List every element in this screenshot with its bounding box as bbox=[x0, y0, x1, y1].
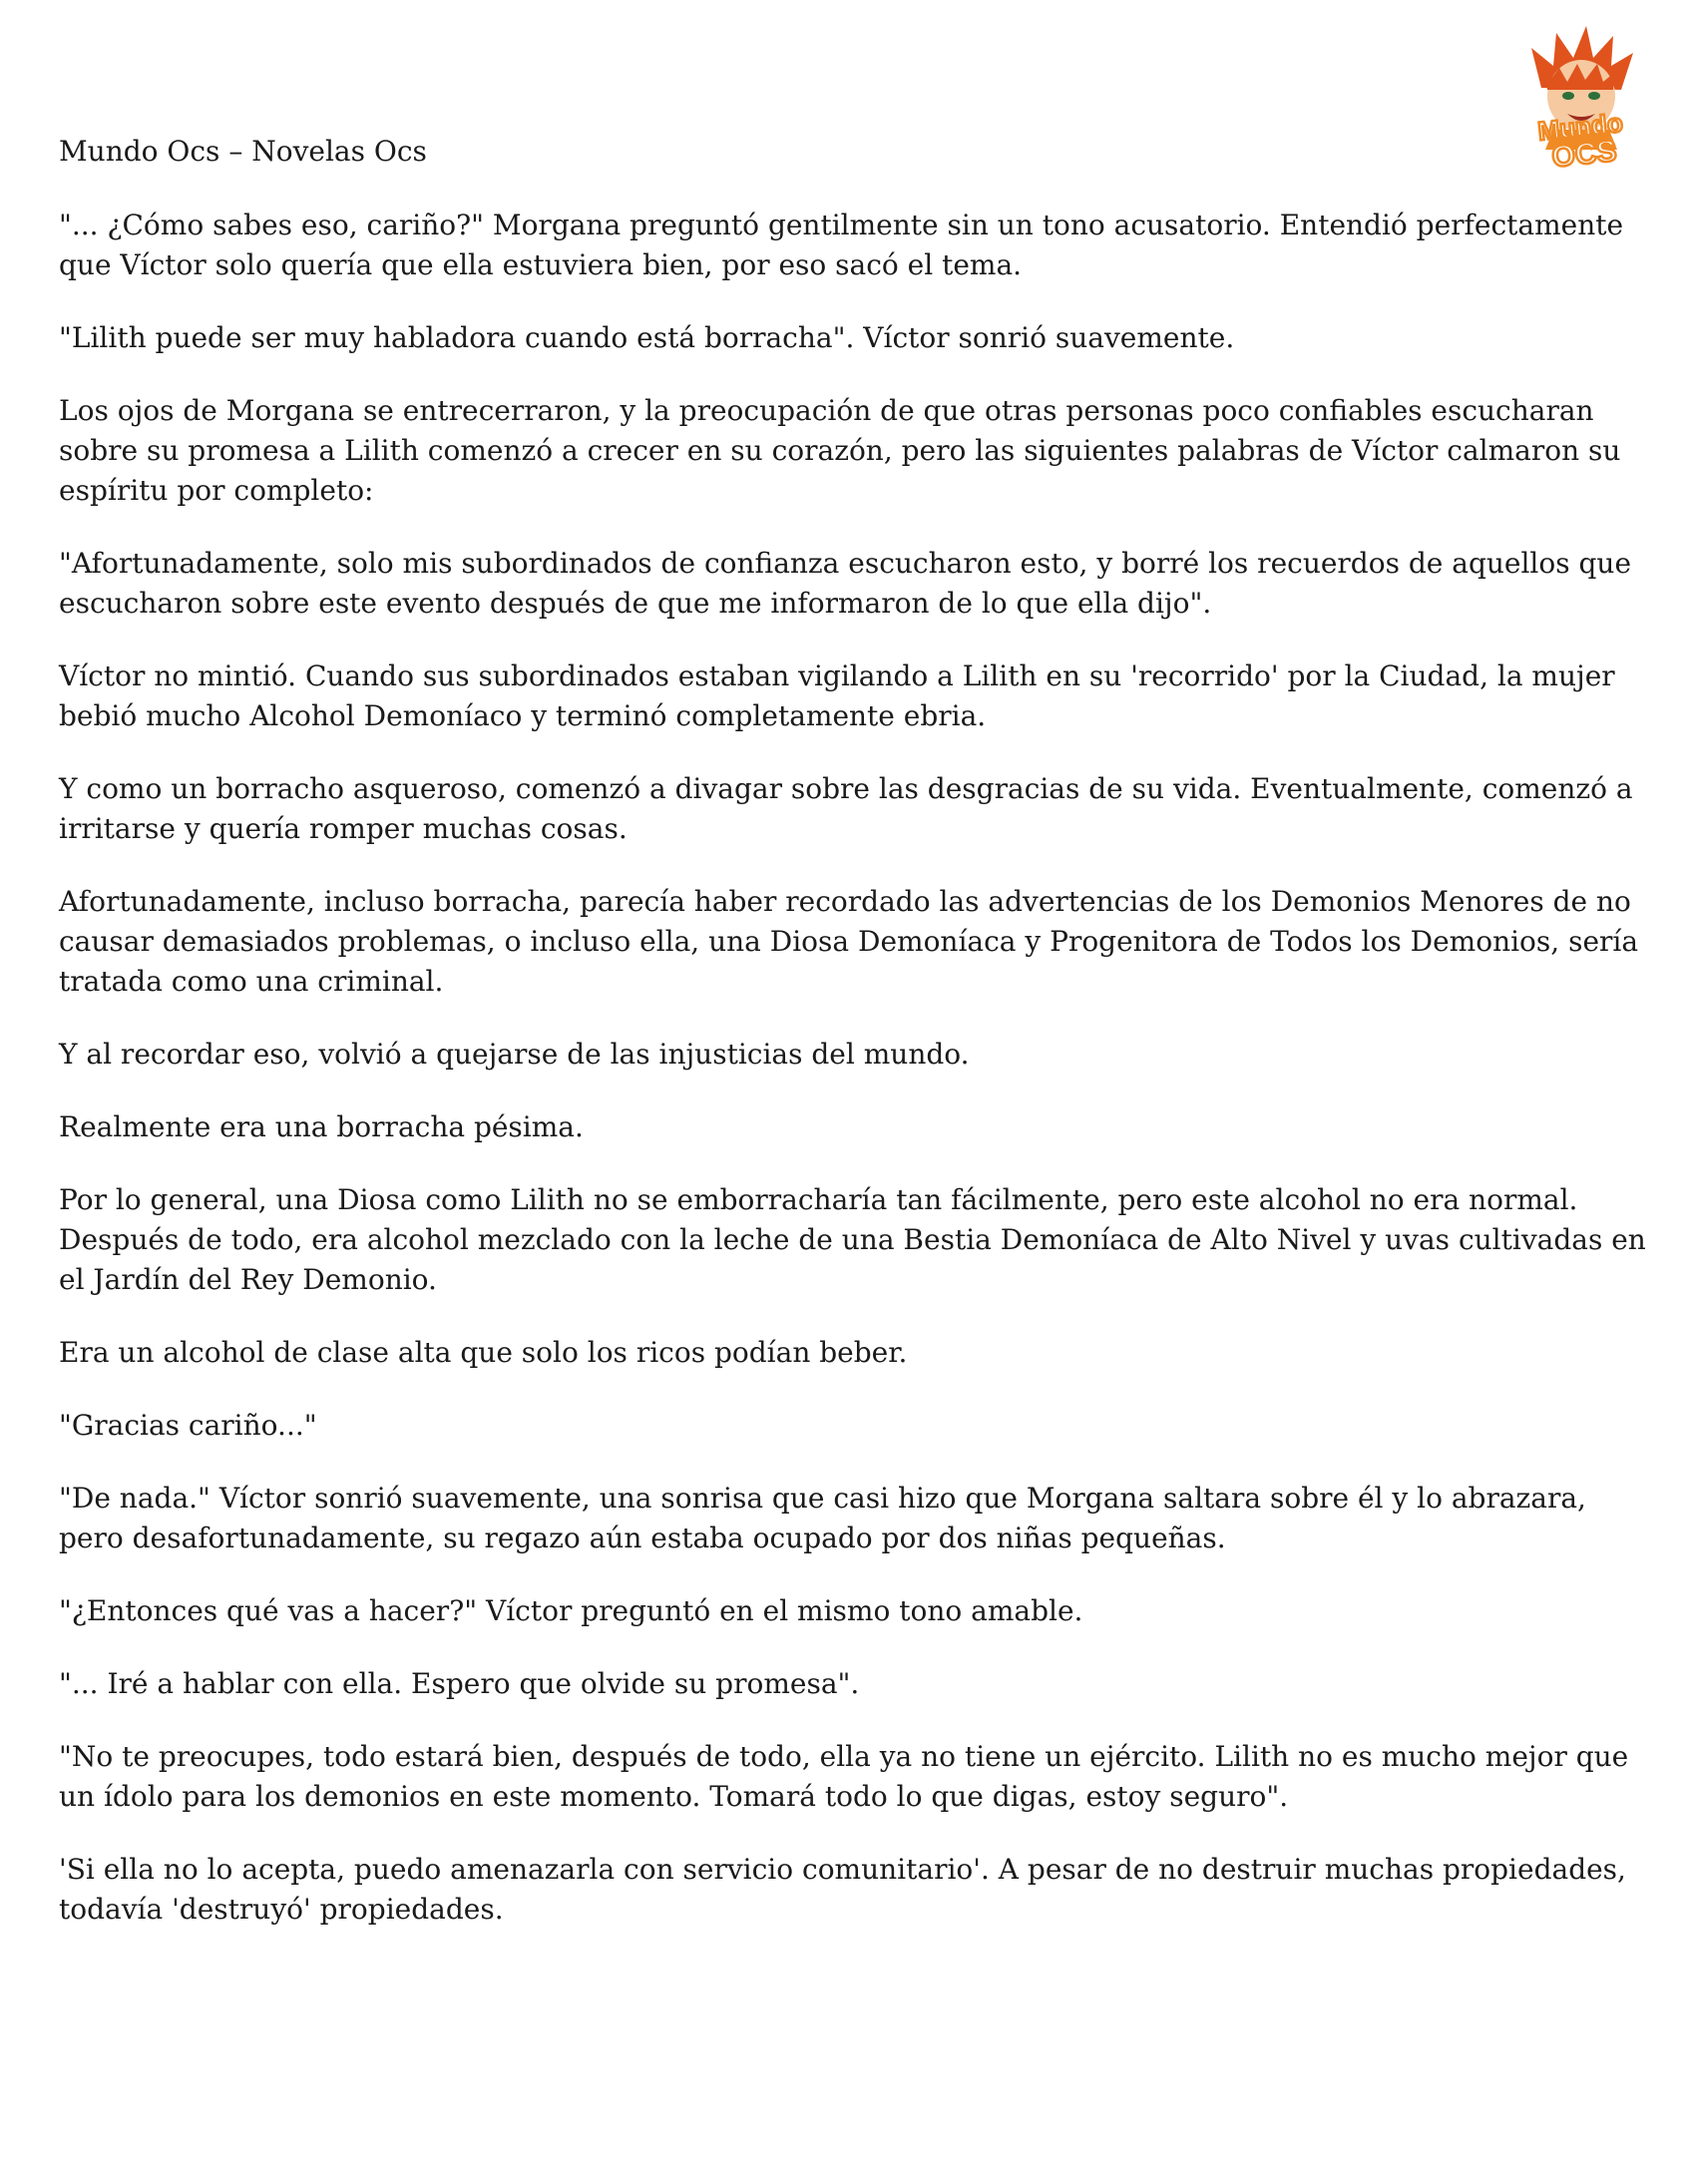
paragraph: Realmente era una borracha pésima. bbox=[59, 1110, 584, 1143]
paragraph: "... Iré a hablar con ella. Espero que olvide su promesa". bbox=[59, 1667, 860, 1700]
document-body bbox=[59, 206, 1655, 1963]
paragraph: Y al recordar eso, volvió a quejarse de las injusticias del mundo. bbox=[59, 1038, 970, 1071]
paragraph: "... ¿Cómo sabes eso, cariño?" Morgana preguntó gentilmente sin un tono acusatorio. Entendió perfectamente que Víctor solo quería que ella estuviera bien, por eso sacó el tema. bbox=[59, 209, 1624, 281]
paragraph: "De nada." Víctor sonrió suavemente, una sonrisa que casi hizo que Morgana saltara sobre él y lo abrazara, pero desafortunadamente, su regazo aún estaba ocupado por dos niñas pequeñas. bbox=[59, 1482, 1586, 1554]
paragraph: Era un alcohol de clase alta que solo los ricos podían beber. bbox=[59, 1336, 908, 1369]
logo-text-top: Mundo bbox=[1536, 107, 1624, 147]
paragraph: Y como un borracho asqueroso, comenzó a divagar sobre las desgracias de su vida. Eventualmente, comenzó a irritarse y quería romper muchas cosas. bbox=[59, 772, 1633, 845]
paragraph: Afortunadamente, incluso borracha, parecía haber recordado las advertencias de los Demonios Menores de no causar demasiados problemas, o incluso ella, una Diosa Demoníaca y Progenitora de Todos los Demonios, sería tratada como una criminal. bbox=[59, 885, 1639, 998]
paragraph: "Gracias cariño..." bbox=[59, 1409, 317, 1442]
paragraph: Por lo general, una Diosa como Lilith no se emborracharía tan fácilmente, pero este alcohol no era normal. Después de todo, era alcohol mezclado con la leche de una Bestia Demoníaca de Alto Nivel y uvas cultivadas en el Jardín del Rey Demonio. bbox=[59, 1183, 1646, 1296]
paragraph: Víctor no mintió. Cuando sus subordinados estaban vigilando a Lilith en su 'recorrido' por la Ciudad, la mujer bebió mucho Alcohol Demoníaco y terminó completamente ebria. bbox=[59, 659, 1615, 732]
logo-text-bottom: OCS bbox=[1549, 134, 1619, 175]
mundo-ocs-logo-icon bbox=[1501, 18, 1661, 178]
paragraph: 'Si ella no lo acepta, puedo amenazarla con servicio comunitario'. A pesar de no destruir muchas propiedades, todavía 'destruyó' propiedades. bbox=[59, 1853, 1626, 1926]
document-header-title: Mundo Ocs – Novelas Ocs bbox=[59, 135, 427, 168]
paragraph: "Afortunadamente, solo mis subordinados de confianza escucharon esto, y borré los recuerdos de aquellos que escucharon sobre este evento después de que me informaron de lo que ella dijo". bbox=[59, 547, 1632, 620]
paragraph: "¿Entonces qué vas a hacer?" Víctor preguntó en el mismo tono amable. bbox=[59, 1594, 1083, 1627]
paragraph: Los ojos de Morgana se entrecerraron, y la preocupación de que otras personas poco confiables escucharan sobre su promesa a Lilith comenzó a crecer en su corazón, pero las siguientes palabras de Víctor calmaron su espíritu por completo: bbox=[59, 394, 1621, 507]
paragraph: "Lilith puede ser muy habladora cuando está borracha". Víctor sonrió suavemente. bbox=[59, 321, 1235, 354]
paragraph: "No te preocupes, todo estará bien, después de todo, ella ya no tiene un ejército. Lilith no es mucho mejor que un ídolo para los demonios en este momento. Tomará todo lo que digas, estoy seguro". bbox=[59, 1740, 1629, 1813]
